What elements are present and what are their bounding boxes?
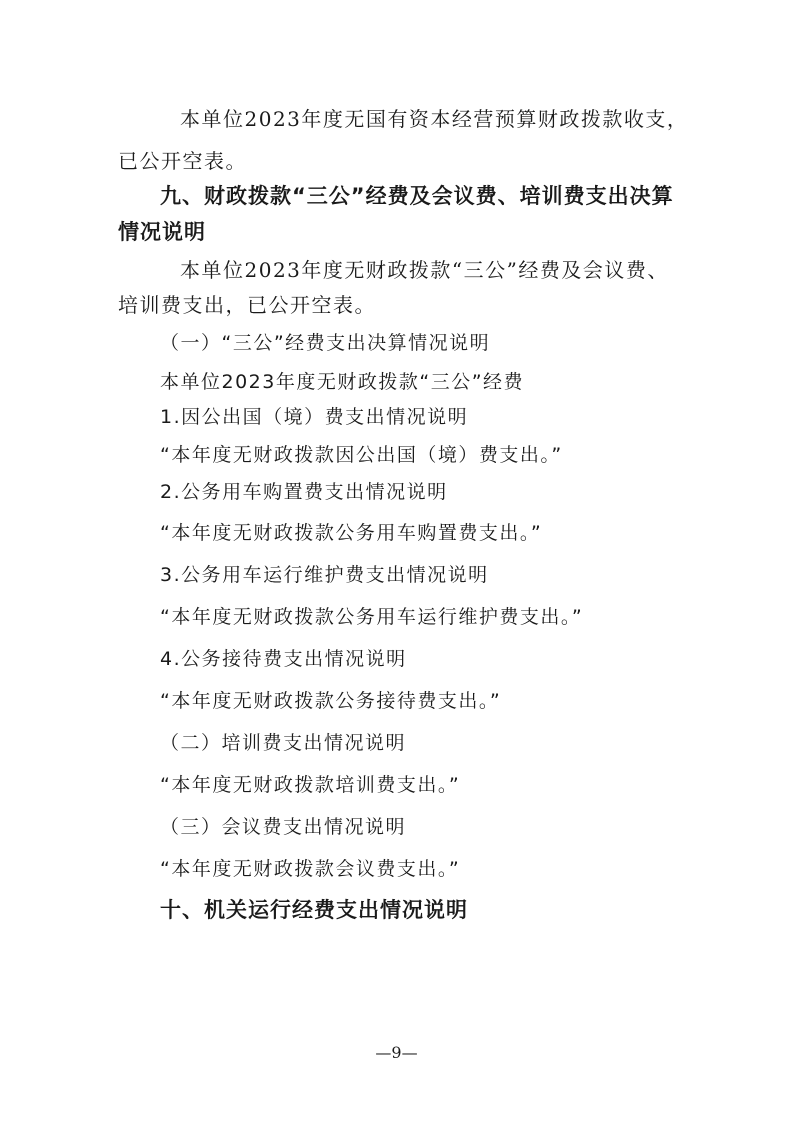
section-heading: 十、机关运行经费支出情况说明 xyxy=(160,898,468,922)
body-text: “本年度无财政拨款培训费支出。” xyxy=(160,774,461,796)
body-text: 本单位2023年度无财政拨款“三公”经费及会议费、 xyxy=(180,258,669,282)
item-heading: 2.公务用车购置费支出情况说明 xyxy=(160,481,448,503)
subsection-heading: （三）会议费支出情况说明 xyxy=(160,816,407,838)
item-heading: 3.公务用车运行维护费支出情况说明 xyxy=(160,564,489,586)
body-text: “本年度无财政拨款会议费支出。” xyxy=(160,858,461,880)
body-text: “本年度无财政拨款公务用车购置费支出。” xyxy=(160,522,543,544)
section-heading: 九、财政拨款“三公”经费及会议费、培训费支出决算 xyxy=(160,184,674,208)
item-heading: 1.因公出国（境）费支出情况说明 xyxy=(160,406,469,428)
body-text: “本年度无财政拨款公务接待费支出。” xyxy=(160,690,502,712)
body-text: 已公开空表。 xyxy=(118,149,247,173)
body-text: “本年度无财政拨款公务用车运行维护费支出。” xyxy=(160,606,584,628)
section-heading: 情况说明 xyxy=(118,220,206,244)
body-text: 本单位2023年度无财政拨款“三公”经费 xyxy=(160,371,525,393)
subsection-heading: （一）“三公”经费支出决算情况说明 xyxy=(160,332,491,354)
body-text: 培训费支出，已公开空表。 xyxy=(118,293,376,317)
item-heading: 4.公务接待费支出情况说明 xyxy=(160,648,407,670)
body-text: 本单位2023年度无国有资本经营预算财政拨款收支， xyxy=(180,107,689,131)
body-text: “本年度无财政拨款因公出国（境）费支出。” xyxy=(160,444,563,466)
subsection-heading: （二）培训费支出情况说明 xyxy=(160,732,407,754)
page-number: —9— xyxy=(375,1043,418,1062)
